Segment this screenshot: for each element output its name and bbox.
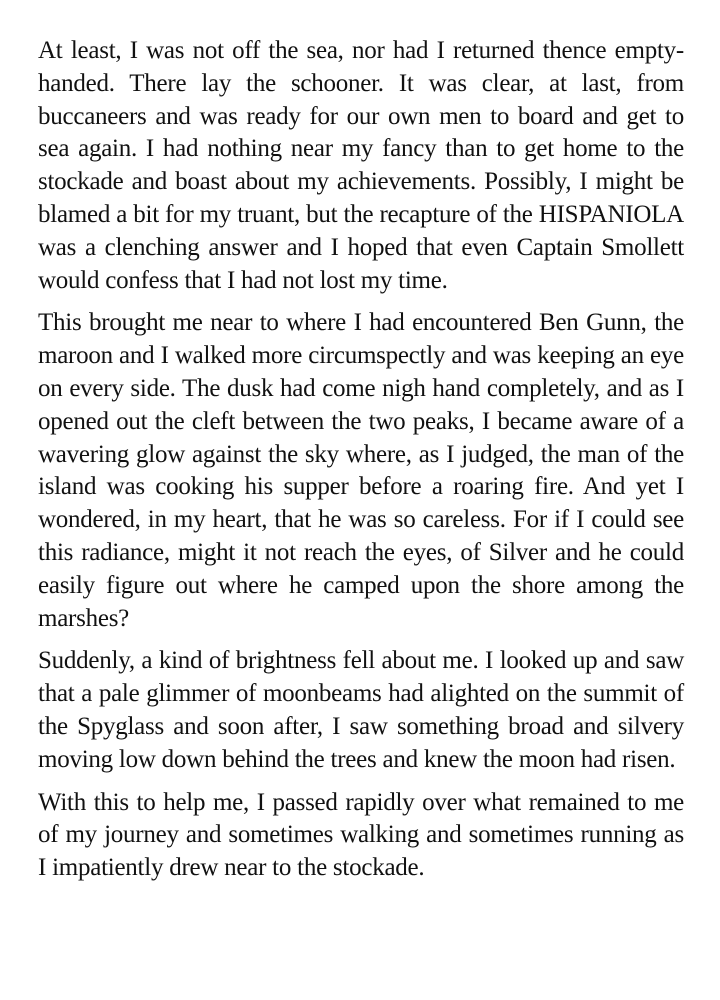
paragraph-1: At least, I was not off the sea, nor had I returned thence empty-handed. There lay the schooner. It was clear, at last, from buccaneers and was ready for our own men to board and get to sea again. I had nothing near my fancy than to get home to the stockade and boast about my achievements. Possibly, I might be blamed a bit for my truant, but the recapture of the HISPANIOLA was a clenching answer and I hoped that even Captain Smollett would confess that I had not lost my time. [38, 37, 684, 294]
paragraph-3: Suddenly, a kind of brightness fell about me. I looked up and saw that a pale glimmer of moonbeams had alighted on the summit of the Spyglass and soon after, I saw something broad and silvery moving low down behind the trees and knew the moon had risen. [38, 647, 684, 773]
paragraph-4: With this to help me, I passed rapidly over what remained to me of my journey and sometimes walking and sometimes running as I impatiently drew near to the stockade. [38, 788, 684, 882]
page-text [38, 35, 684, 885]
paragraph-2: This brought me near to where I had encountered Ben Gunn, the maroon and I walked more circumspectly and was keeping an eye on every side. The dusk had come nigh hand completely, and as I opened out the cleft between the two peaks, I became aware of a wavering glow against the sky where, as I judged, the man of the island was cooking his supper before a roaring fire. And yet I wondered, in my heart, that he was so careless. For if I could see this radiance, might it not reach the eyes, of Silver and he could easily figure out where he camped upon the shore among the marshes? [38, 309, 684, 632]
